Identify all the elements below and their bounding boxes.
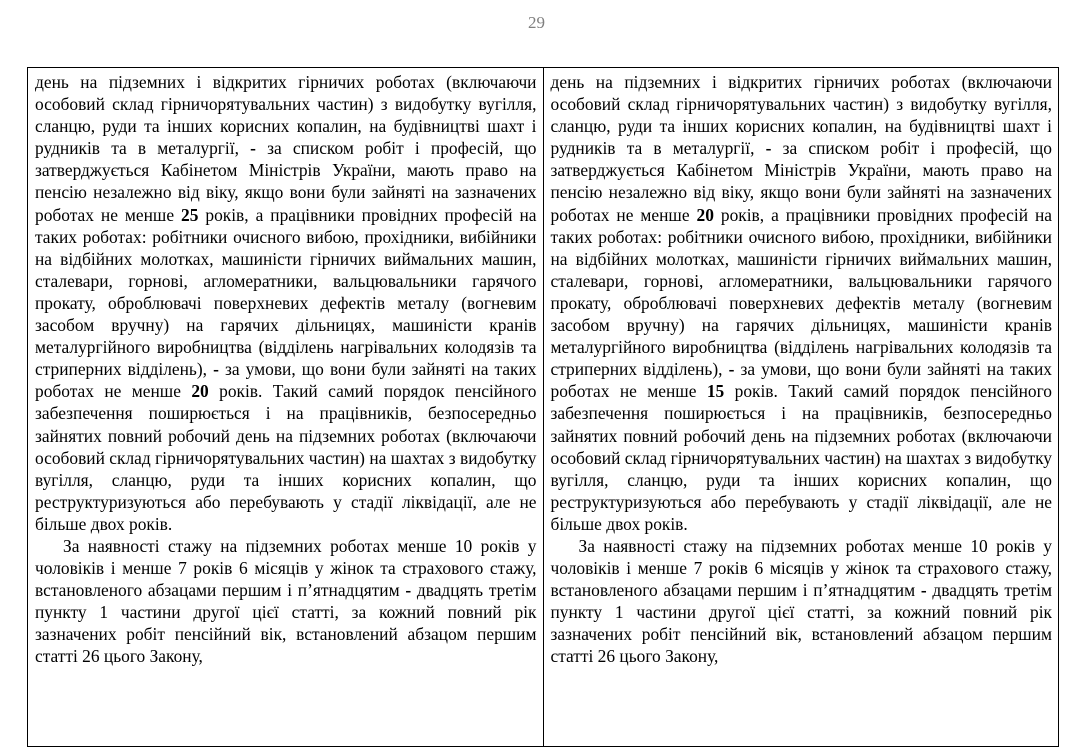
right-column-text bbox=[551, 71, 1053, 668]
bold-dash: - bbox=[765, 138, 772, 159]
page-number: 29 bbox=[528, 13, 545, 32]
right-column-cell bbox=[543, 68, 1059, 747]
text-run: За наявності стажу на підземних роботах менше 10 років у чоловіків і менше 7 років 6 місяців у жінок та страхового стажу, встановленого абзацами першим і п’ятнадцятим bbox=[550, 535, 1052, 601]
text-run: років. Такий самий порядок пенсійного забезпечення поширюється і на працівників, безпосередньо зайнятих повний робочий день на підземних роботах (включаючи особовий склад гірничорятувальних частин) на шахтах з видобутку вугілля, сланцю, руди та інших корисних копалин, що реструктуризуються або перебувають у стадії ліквідації, але не більше двох років. bbox=[35, 381, 537, 534]
comparison-table bbox=[27, 67, 1059, 747]
bold-years-value: 15 bbox=[706, 381, 725, 402]
text-run: років, а працівники провідних професій на таких роботах: робітники очисного вибою, прохідники, вибійники на відбійних молотках, машиністи гірничих виймальних машин, сталевари, горнові, агломератники, вальцювальники гарячого прокату, оброблювачі поверхневих дефектів металу (вогневим засобом вручну) на гарячих дільницях, машиністи кранів металургійного виробництва (відділень нагрівальних колодязів та стриперних відділень), bbox=[35, 204, 537, 380]
right-paragraph-1 bbox=[551, 71, 1053, 535]
left-paragraph-2 bbox=[35, 535, 537, 668]
bold-years-value: 20 bbox=[696, 204, 714, 225]
text-run: років. Такий самий порядок пенсійного забезпечення поширюється і на працівників, безпосередньо зайнятих повний робочий день на підземних роботах (включаючи особовий склад гірничорятувальних частин) на шахтах з видобутку вугілля, сланцю, руди та інших корисних копалин, що реструктуризуються або перебувають у стадії ліквідації, але не більше двох років. bbox=[550, 381, 1053, 534]
left-paragraph-1 bbox=[35, 71, 537, 535]
text-run: день на підземних і відкритих гірничих роботах (включаючи особовий склад гірничорятувальних частин) з видобутку вугілля, сланцю, руди та інших корисних копалин, на будівництві шахт і рудників та в металургії, bbox=[550, 72, 1052, 159]
bold-dash: - bbox=[728, 359, 735, 380]
text-run: двадцять третім пункту 1 частини другої цієї статті, за кожний повний рік зазначених робіт пенсійний вік, встановлений абзацом першим статті 26 цього Закону, bbox=[550, 580, 1053, 667]
left-column-text bbox=[35, 71, 537, 668]
bold-years-value: 25 bbox=[181, 204, 199, 225]
text-run: двадцять третім пункту 1 частини другої цієї статті, за кожний повний рік зазначених робіт пенсійний вік, встановлений абзацом першим статті 26 цього Закону, bbox=[35, 580, 537, 667]
right-paragraph-2 bbox=[551, 535, 1053, 668]
text-run: років, а працівники провідних професій на таких роботах: робітники очисного вибою, прохідники, вибійники на відбійних молотках, машиністи гірничих виймальних машин, сталевари, горнові, агломератники, вальцювальники гарячого прокату, оброблювачі поверхневих дефектів металу (вогневим засобом вручну) на гарячих дільницях, машиністи кранів металургійного виробництва (відділень нагрівальних колодязів та стриперних відділень), bbox=[550, 204, 1053, 380]
table-row bbox=[28, 68, 1059, 747]
text-run: За наявності стажу на підземних роботах менше 10 років у чоловіків і менше 7 років 6 місяців у жінок та страхового стажу, встановленого абзацами першим і п’ятнадцятим bbox=[35, 535, 537, 601]
bold-years-value: 20 bbox=[191, 381, 209, 402]
bold-dash: - bbox=[250, 138, 256, 159]
text-run: за списком робіт і професій, що затверджується Кабінетом Міністрів України, мають право на пенсію незалежно від віку, якщо вони були зайняті на зазначених роботах не менше bbox=[35, 138, 537, 225]
bold-dash: - bbox=[920, 580, 927, 601]
bold-dash: - bbox=[405, 580, 412, 601]
bold-dash: - bbox=[213, 359, 219, 380]
text-run: день на підземних і відкритих гірничих роботах (включаючи особовий склад гірничорятувальних частин) з видобутку вугілля, сланцю, руди та інших корисних копалин, на будівництві шахт і рудників та в металургії, bbox=[35, 72, 537, 159]
left-column-cell bbox=[28, 68, 544, 747]
text-run: за умови, що вони були зайняті на таких роботах не менше bbox=[35, 359, 537, 402]
text-run: за списком робіт і професій, що затверджується Кабінетом Міністрів України, мають право на пенсію незалежно від віку, якщо вони були зайняті на зазначених роботах не менше bbox=[550, 138, 1052, 225]
text-run: за умови, що вони були зайняті на таких роботах не менше bbox=[550, 359, 1052, 402]
